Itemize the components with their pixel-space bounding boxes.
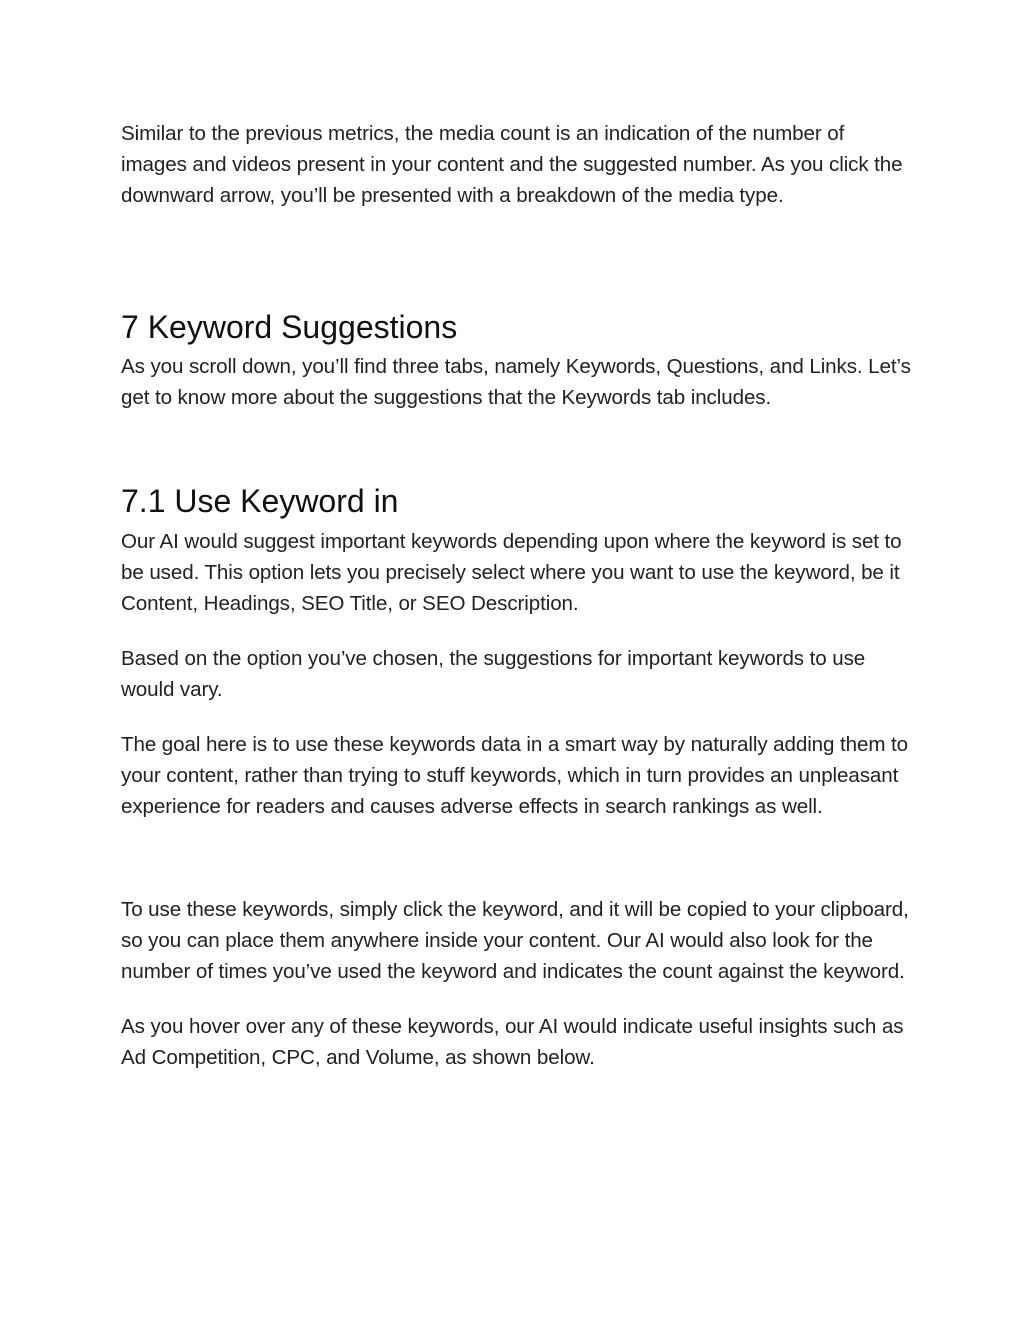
section-heading-use-keyword-in: 7.1 Use Keyword in <box>121 483 399 519</box>
section-paragraph-keyword-suggestions: As you scroll down, you’ll find three tabs, namely Keywords, Questions, and Links. Let’s get to know more about the suggestions that the Keywords tab includes. <box>121 355 911 409</box>
paragraph-option-chosen: Based on the option you’ve chosen, the suggestions for important keywords to use would vary. <box>121 647 866 701</box>
intro-paragraph: Similar to the previous metrics, the media count is an indication of the number of images and videos present in your content and the suggested number. As you click the downward arrow, you’ll be presented with a breakdown of the media type. <box>121 122 903 207</box>
paragraph-copy-keyword: To use these keywords, simply click the keyword, and it will be copied to your clipboard, so you can place them anywhere inside your content. Our AI would also look for the number of times you’ve used the keyword and indicates the count against the keyword. <box>121 898 909 983</box>
paragraph-goal: The goal here is to use these keywords data in a smart way by naturally adding them to your content, rather than trying to stuff keywords, which in turn provides an unpleasant experience for readers and causes adverse effects in search rankings as well. <box>121 733 908 818</box>
section-heading-keyword-suggestions: 7 Keyword Suggestions <box>121 309 458 345</box>
document-page <box>121 118 911 1073</box>
paragraph-keyword-placement: Our AI would suggest important keywords depending upon where the keyword is set to be used. This option lets you precisely select where you want to use the keyword, be it Content, Headings, SEO Title, or SEO Description. <box>121 530 902 615</box>
paragraph-hover-insights: As you hover over any of these keywords, our AI would indicate useful insights such as Ad Competition, CPC, and Volume, as shown below. <box>121 1015 904 1069</box>
